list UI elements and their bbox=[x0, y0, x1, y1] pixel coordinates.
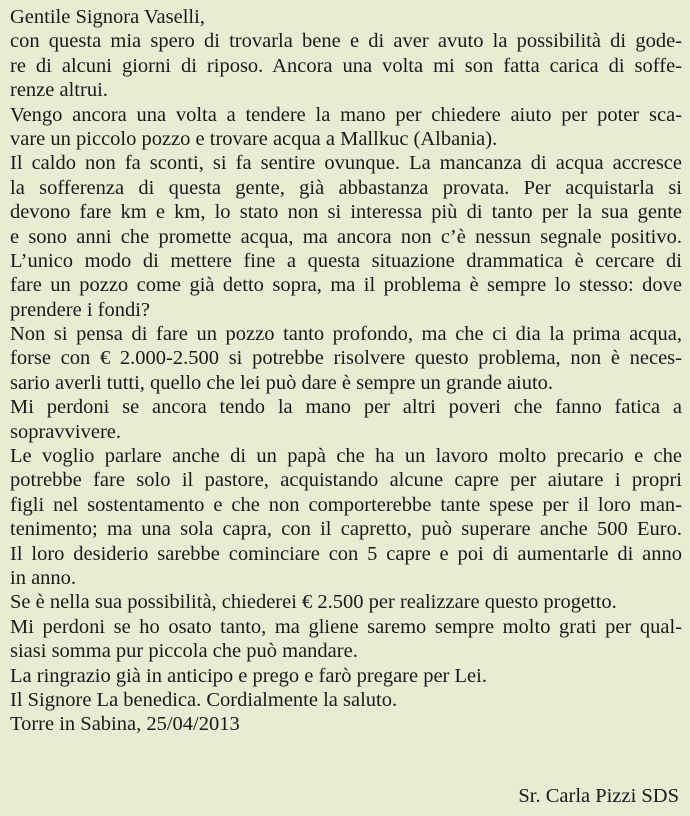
letter-line: La ringrazio già in anticipo e prego e farò pregare per Lei. bbox=[10, 664, 487, 687]
letter-line: re di alcuni giorni di riposo. Ancora una volta mi son fatta carica di soffe- bbox=[10, 54, 682, 77]
letter-line: devono fare km e km, lo stato non si interessa più di tanto per la sua gente bbox=[10, 201, 682, 224]
letter-line: vare un piccolo pozzo e trovare acqua a Mallkuc (Albania). bbox=[10, 127, 498, 150]
letter-line: forse con € 2.000-2.500 si potrebbe risolvere questo problema, non è neces- bbox=[10, 347, 682, 370]
salutation-line: Gentile Signora Vaselli, bbox=[10, 6, 205, 28]
letter-line: sario averli tutti, quello che lei può dare è sempre un grande aiuto. bbox=[10, 371, 554, 394]
letter-line: Vengo ancora una volta a tendere la mano per chiedere aiuto per poter sca- bbox=[10, 103, 682, 126]
letter-line: Mi perdoni se ancora tendo la mano per altri poveri che fanno fatica a bbox=[10, 396, 682, 419]
letter-line: tenimento; ma una sola capra, con il capretto, può superare anche 500 Euro. bbox=[10, 518, 682, 541]
letter-line: in anno. bbox=[10, 566, 77, 589]
letter-line: potrebbe fare solo il pastore, acquistando alcune capre per aiutare i propri bbox=[10, 469, 682, 492]
letter-line: la sofferenza di questa gente, già abbastanza provata. Per acquistarla si bbox=[10, 176, 682, 199]
letter-line: L’unico modo di mettere fine a questa situazione drammatica è cercare di bbox=[10, 249, 682, 272]
letter-line: Il caldo non fa sconti, si fa sentire ovunque. La mancanza di acqua accresce bbox=[10, 152, 682, 175]
letter-line: siasi somma pur piccola che può mandare. bbox=[10, 640, 358, 663]
letter-line: e sono anni che promette acqua, ma ancora non c’è nessun segnale positivo. bbox=[10, 225, 682, 248]
letter-line: Mi perdoni se ho osato tanto, ma gliene saremo sempre molto grati per qual- bbox=[10, 615, 682, 638]
letter-line: Il Signore La benedica. Cordialmente la saluto. bbox=[10, 688, 398, 711]
letter-line: Se è nella sua possibilità, chiederei € 2.500 per realizzare questo progetto. bbox=[10, 591, 617, 614]
signature: Sr. Carla Pizzi SDS bbox=[518, 785, 679, 807]
letter-line: figli nel sostentamento e che non comporterebbe tante spese per il loro man- bbox=[10, 493, 682, 516]
letter-line: Le voglio parlare anche di un papà che ha un lavoro molto precario e che bbox=[10, 445, 682, 468]
letter-line: renze altrui. bbox=[10, 79, 108, 102]
letter-line: prendere i fondi? bbox=[10, 298, 151, 321]
letter-line: Il loro desiderio sarebbe cominciare con 5 capre e poi di aumentarle di anno bbox=[10, 542, 682, 565]
place-date-line: Torre in Sabina, 25/04/2013 bbox=[10, 713, 240, 736]
letter-line: fare un pozzo come già detto sopra, ma il problema è sempre lo stesso: dove bbox=[10, 274, 682, 297]
letter-line: Non si pensa di fare un pozzo tanto profondo, ma che ci dia la prima acqua, bbox=[10, 323, 682, 346]
letter-line: sopravvivere. bbox=[10, 420, 121, 443]
letter-body bbox=[10, 5, 682, 737]
letter-line: con questa mia spero di trovarla bene e di aver avuto la possibilità di gode- bbox=[10, 30, 682, 53]
